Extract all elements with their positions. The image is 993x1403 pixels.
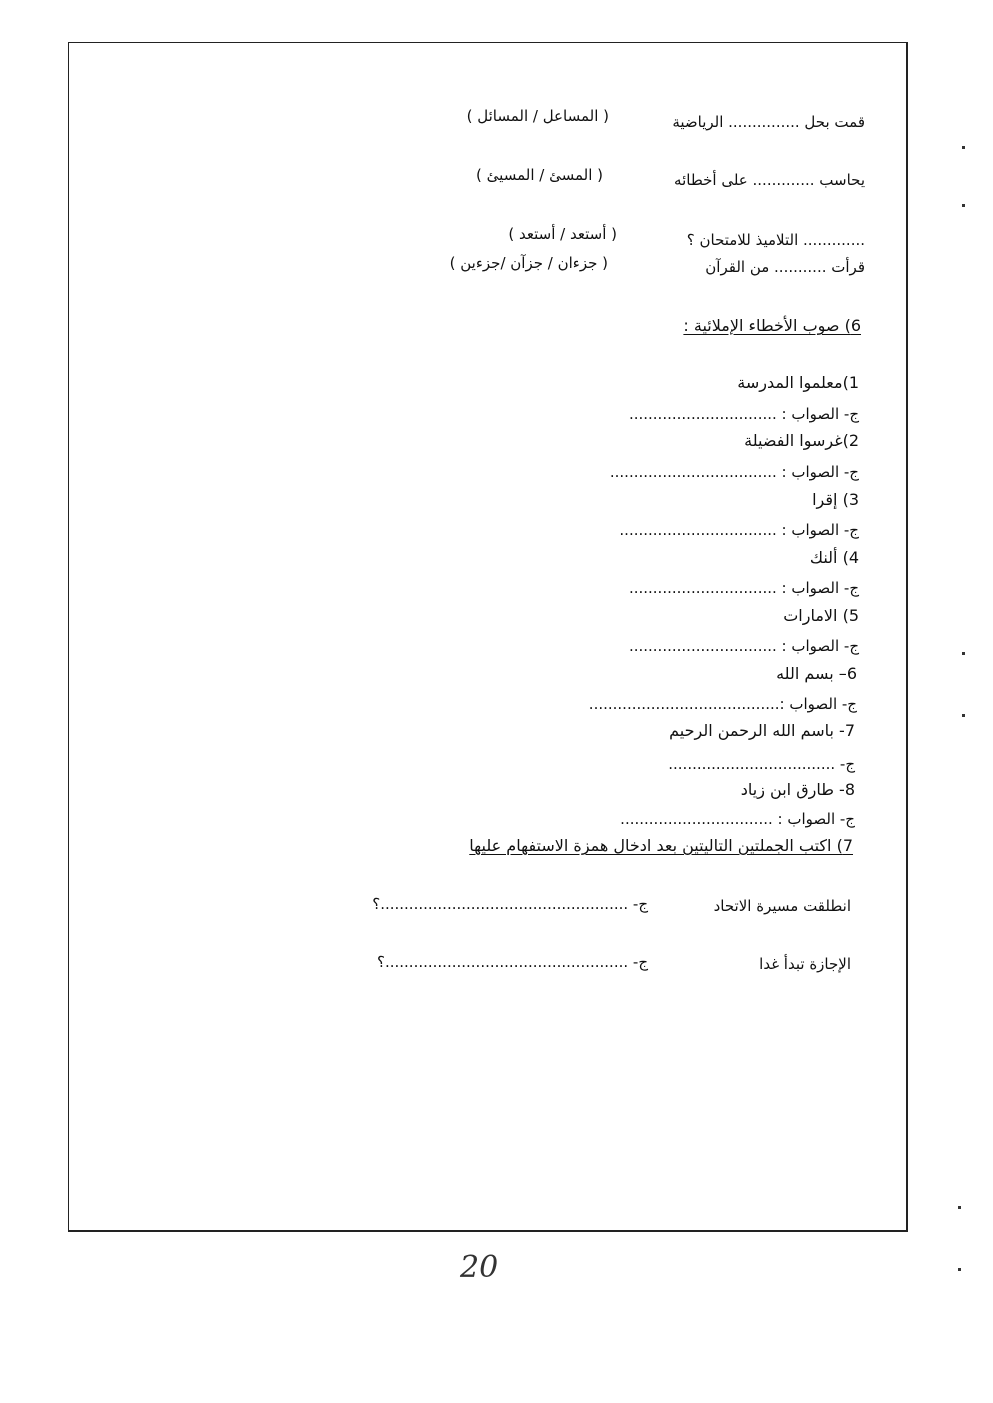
fill-item-1-options: ( المساعل / المسائل ) bbox=[466, 107, 609, 125]
s6-a8: ج- الصواب : ................................ bbox=[620, 810, 855, 828]
margin-mark bbox=[962, 652, 965, 655]
s7-answer-2: ج- ...................................................؟ bbox=[377, 953, 648, 971]
s6-a5: ج- الصواب : ............................... bbox=[628, 637, 859, 655]
s6-q2: 2)غرسوا الفضيلة bbox=[744, 431, 859, 450]
fill-item-1-text: قمت بحل ............... الرياضية bbox=[672, 113, 865, 131]
s7-answer-1: ج- ....................................................؟ bbox=[372, 895, 648, 913]
fill-item-3-text: ............. التلاميذ للامتحان ؟ bbox=[686, 231, 865, 249]
s6-q8: 8- طارق ابن زياد bbox=[740, 780, 855, 799]
s6-q3: 3) إقرا bbox=[812, 490, 859, 509]
s6-a1: ج- الصواب : ............................... bbox=[628, 405, 859, 423]
s6-q5: 5) الامارات bbox=[783, 606, 859, 625]
s6-a6: ج- الصواب :........................................ bbox=[588, 695, 857, 713]
section6-title: 6) صوب الأخطاء الإملائية : bbox=[683, 316, 861, 335]
s6-a7: ج- ................................... bbox=[668, 755, 855, 773]
margin-mark bbox=[958, 1268, 961, 1271]
page-number: 20 bbox=[460, 1250, 499, 1285]
s6-q6: 6– بسم الله bbox=[776, 664, 857, 683]
margin-mark bbox=[962, 146, 965, 149]
fill-item-2-text: يحاسب ............. على أخطائه bbox=[674, 171, 865, 189]
fill-item-4-options: ( جزءان / جزآن /جزءين ) bbox=[449, 254, 608, 272]
s6-q7: 7- باسم الله الرحمن الرحيم bbox=[669, 721, 855, 740]
fill-item-2-options: ( المسئ / المسيئ ) bbox=[476, 166, 603, 184]
s6-a3: ج- الصواب : ................................. bbox=[619, 521, 859, 539]
s6-q1: 1)معلموا المدرسة bbox=[737, 373, 859, 392]
section7-title: 7) اكتب الجملتين التاليتين بعد ادخال همزة الاستفهام عليها bbox=[469, 836, 853, 855]
margin-mark bbox=[958, 1206, 961, 1209]
s7-sentence-1: انطلقت مسيرة الاتحاد bbox=[713, 897, 851, 915]
fill-item-3-options: ( أستعد / أستعد ) bbox=[508, 225, 617, 243]
s7-sentence-2: الإجازة تبدأ غدا bbox=[759, 955, 851, 973]
s6-a4: ج- الصواب : ............................... bbox=[628, 579, 859, 597]
margin-mark bbox=[962, 204, 965, 207]
margin-mark bbox=[962, 714, 965, 717]
s6-q4: 4) ألنك bbox=[809, 548, 859, 567]
fill-item-4-text: قرأت ........... من القرآن bbox=[705, 258, 865, 276]
s6-a2: ج- الصواب : ................................... bbox=[609, 463, 859, 481]
